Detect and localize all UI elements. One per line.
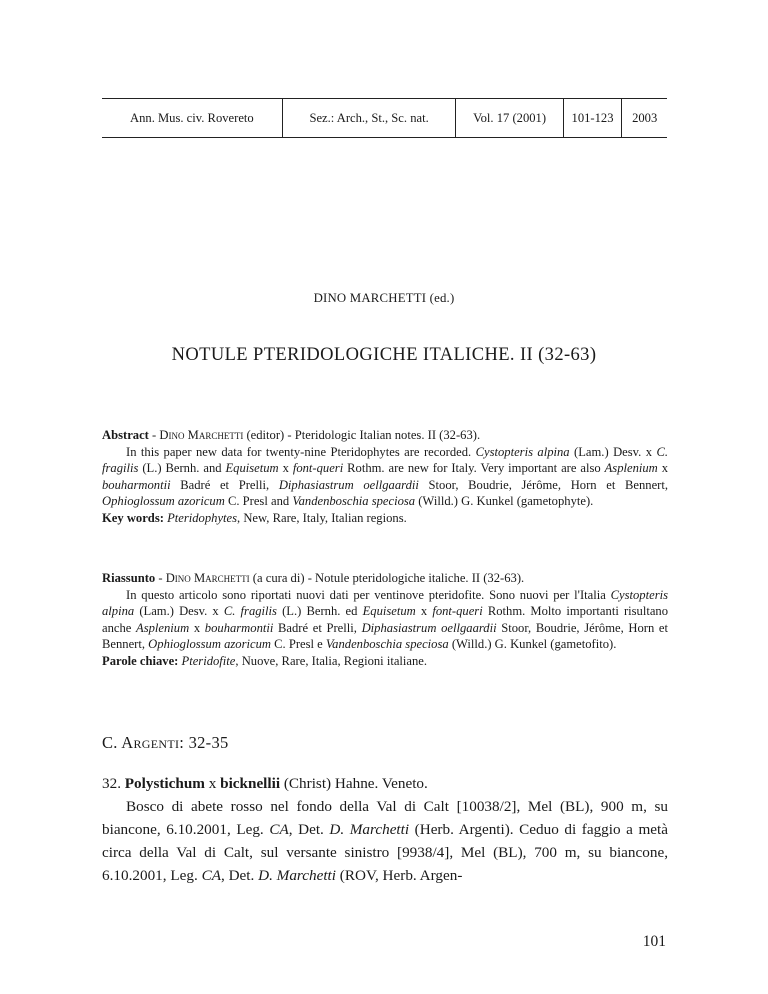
page-number: 101 bbox=[642, 933, 666, 950]
section-heading: C. Argenti: 32-35 bbox=[102, 733, 229, 752]
entry-description: Bosco di abete rosso nel fondo della Val di Calt [10038/2], Mel (BL), 900 m, su biancone, 6.10.2001, Leg. CA, Det. D. Marchetti (Herb. Argenti). Ceduo di faggio a metà circa della Val di Calt, sul versante sinistro [9938/4], Mel (BL), 700 m, su biancone, 6.10.2001, Leg. CA, Det. D. Marchetti (ROV, Herb. Argen- bbox=[102, 798, 669, 884]
journal-year: 2003 bbox=[632, 110, 658, 125]
abstract-block bbox=[102, 427, 668, 527]
entry-32 bbox=[102, 772, 668, 887]
abstract-heading: Abstract - Dino Marchetti (editor) - Pteridologic Italian notes. II (32-63). bbox=[102, 428, 481, 442]
journal-name: Ann. Mus. civ. Rovereto bbox=[102, 99, 283, 137]
journal-section: Sez.: Arch., St., Sc. nat. bbox=[283, 99, 457, 137]
paper-title: NOTULE PTERIDOLOGICHE ITALICHE. II (32-63) bbox=[171, 345, 597, 365]
author-line: DINO MARCHETTI (ed.) bbox=[313, 291, 455, 305]
journal-header bbox=[102, 98, 667, 138]
journal-volume: Vol. 17 (2001) bbox=[456, 99, 563, 137]
riassunto-block bbox=[102, 570, 668, 670]
journal-pages: 101-123 bbox=[564, 99, 623, 137]
abstract-keywords: Key words: Pteridophytes, New, Rare, Italy, Italian regions. bbox=[102, 510, 407, 525]
entry-title: 32. Polystichum x bicknellii (Christ) Hahne. Veneto. bbox=[102, 775, 428, 792]
abstract-text: In this paper new data for twenty-nine Pteridophytes are recorded. Cystopteris alpina (Lam.) Desv. x C. fragilis (L.) Bernh. and Equisetum x font-queri Rothm. are new for Italy. Very important are also Asplenium x bouharmontii Badré et Prelli, Diphasiastrum oellgaardii Stoor, Boudrie, Jérôme, Horn et Bennert, Ophioglossum azoricum C. Presl and Vandenboschia speciosa (Willd.) G. Kunkel (gametophyte). bbox=[102, 444, 669, 509]
riassunto-keywords: Parole chiave: Pteridofite, Nuove, Rare, Italia, Regioni italiane. bbox=[102, 653, 428, 668]
riassunto-text: In questo articolo sono riportati nuovi dati per ventinove pteridofite. Sono nuovi per l'Italia Cystopteris alpina (Lam.) Desv. x C. fragilis (L.) Bernh. ed Equisetum x font-queri Rothm. Molto importanti risultano anche Asplenium x bouharmontii Badré et Prelli, Diphasiastrum oellgaardii Stoor, Boudrie, Jérôme, Horn et Bennert, Ophioglossum azoricum C. Presl e Vandenboschia speciosa (Willd.) G. Kunkel (gametofito). bbox=[102, 587, 669, 652]
riassunto-heading: Riassunto - Dino Marchetti (a cura di) - Notule pteridologiche italiche. II (32-63). bbox=[102, 571, 525, 585]
